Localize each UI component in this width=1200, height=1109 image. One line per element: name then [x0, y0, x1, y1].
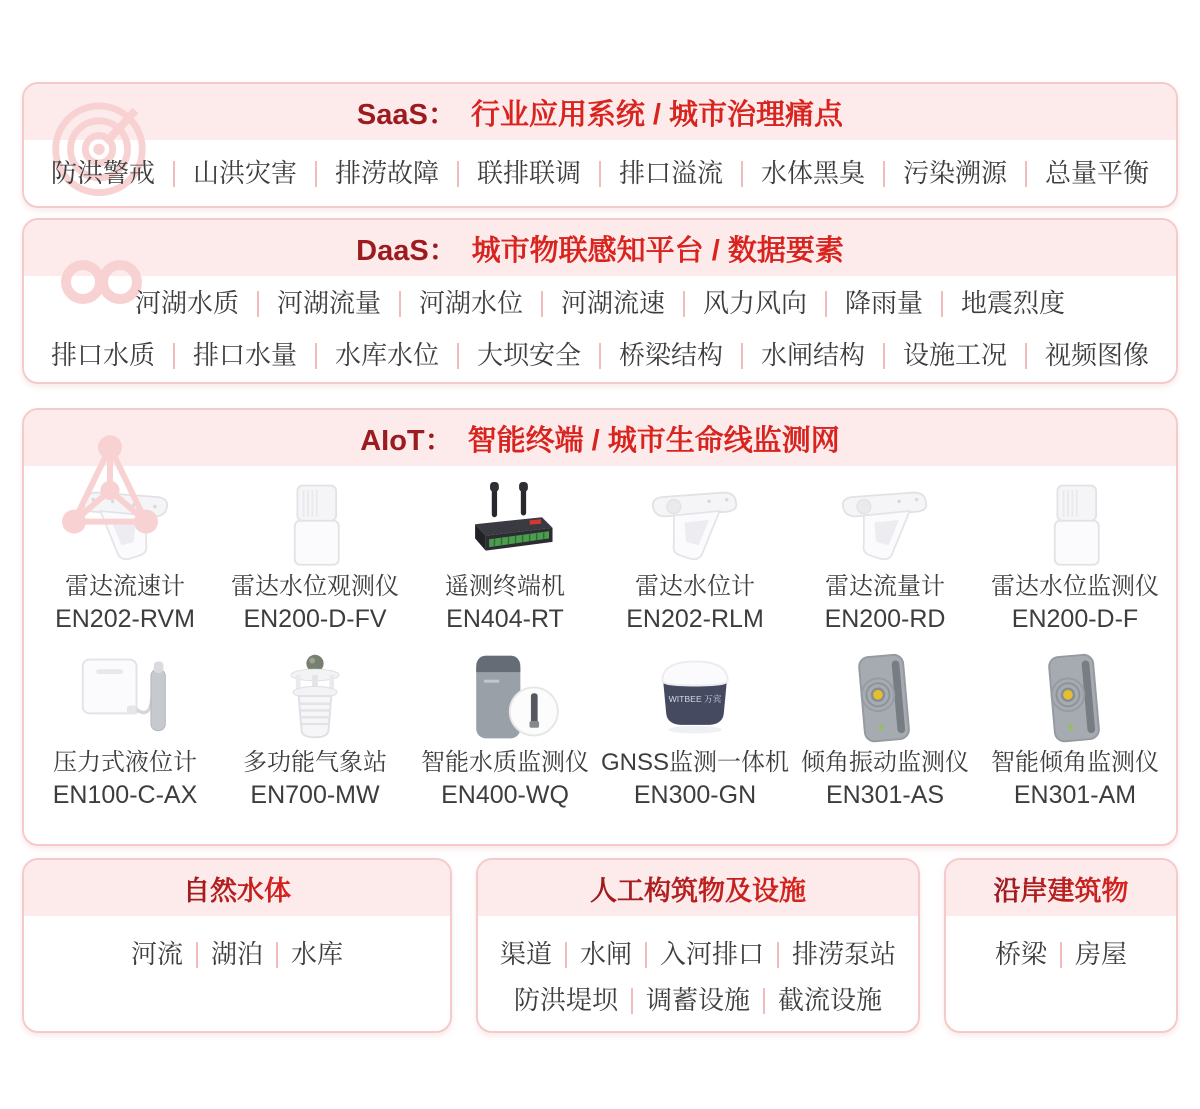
device-name: 智能水质监测仪: [421, 749, 589, 776]
device-badge: WITBEE 万宾: [668, 693, 722, 704]
coastal-buildings-panel: [944, 858, 1178, 1033]
list-item: 污染溯源: [884, 160, 1026, 187]
natural-water-panel: [22, 858, 452, 1033]
aiot-title-prefix: AIoT：: [360, 424, 454, 457]
device-model: EN400-WQ: [441, 781, 569, 809]
telemetry-terminal-icon: [425, 482, 585, 570]
device-card: [600, 482, 790, 636]
tilt-vibration-monitor-icon: [805, 650, 965, 746]
device-card: [220, 482, 410, 636]
pressure-level-gauge-icon: [45, 650, 205, 746]
device-card: [30, 482, 220, 636]
device-name: 压力式液位计: [53, 749, 197, 776]
list-item: 联排联调: [458, 160, 600, 187]
device-name: 雷达水位计: [635, 573, 755, 600]
coastal-buildings-items: [946, 932, 1176, 978]
list-item: 河湖流量: [258, 290, 400, 317]
device-model: EN100-C-AX: [52, 781, 198, 809]
list-item: 地震烈度: [961, 288, 1066, 319]
device-card: [600, 650, 790, 812]
device-name: 雷达流速计: [65, 573, 185, 600]
list-item: 河流: [117, 941, 197, 968]
device-model: EN200-D-F: [1011, 605, 1139, 633]
daas-items-row1: [24, 278, 1176, 330]
weather-station-icon: [235, 650, 395, 746]
device-name: 雷达水位观测仪: [231, 573, 399, 600]
saas-title: 行业应用系统 / 城市治理痛点: [470, 98, 844, 131]
device-grid: [24, 466, 1176, 818]
list-item: 防洪堤坝: [500, 987, 632, 1014]
list-item: 水体黑臭: [742, 160, 884, 187]
artificial-structures-header: [478, 860, 918, 916]
coastal-buildings-title: 沿岸建筑物: [994, 869, 1129, 908]
radar-velocimeter-icon: [45, 482, 205, 570]
device-name: 多功能气象站: [243, 749, 387, 776]
radar-flow-meter-icon: [805, 482, 965, 570]
water-quality-monitor-icon: [425, 650, 585, 746]
device-card: [790, 650, 980, 812]
daas-items-row2: [24, 330, 1176, 382]
device-name: 雷达流量计: [825, 573, 945, 600]
device-card: [30, 650, 220, 812]
device-card: [980, 482, 1170, 636]
device-name: 倾角振动监测仪: [801, 749, 969, 776]
device-model: EN202-RVM: [55, 605, 195, 633]
list-item: 河湖水质: [116, 290, 258, 317]
list-item: 水闸: [566, 941, 646, 968]
list-item: 排涝故障: [316, 160, 458, 187]
daas-title-prefix: DaaS：: [356, 234, 458, 267]
list-item: 降雨量: [826, 290, 942, 317]
saas-items: [24, 140, 1176, 208]
list-item: 山洪灾害: [174, 160, 316, 187]
list-item: 桥梁: [981, 941, 1061, 968]
list-item: 截流设施: [778, 985, 883, 1016]
device-model: EN200-D-FV: [243, 605, 387, 633]
list-item: 排口水量: [174, 342, 316, 369]
list-item: 排口溢流: [600, 160, 742, 187]
coastal-buildings-header: [946, 860, 1176, 916]
list-item: 河湖水位: [400, 290, 542, 317]
list-item: 风力风向: [684, 290, 826, 317]
natural-water-items: [24, 932, 450, 978]
device-model: EN301-AS: [825, 781, 945, 809]
list-item: 桥梁结构: [600, 342, 742, 369]
device-card: [790, 482, 980, 636]
daas-title: 城市物联感知平台 / 数据要素: [471, 234, 844, 267]
artificial-structures-title: 人工构筑物及设施: [590, 869, 806, 908]
list-item: 房屋: [1075, 939, 1128, 970]
radar-level-monitor-icon: [995, 482, 1155, 570]
smart-tilt-monitor-icon: [995, 650, 1155, 746]
daas-panel: [22, 218, 1178, 384]
list-item: 水闸结构: [742, 342, 884, 369]
list-item: 总量平衡: [1045, 158, 1150, 189]
bottom-row: [22, 858, 1178, 1033]
list-item: 水库: [291, 939, 344, 970]
device-model: EN301-AM: [1013, 781, 1137, 809]
device-name: 雷达水位监测仪: [991, 573, 1159, 600]
radar-level-observer-icon: [235, 482, 395, 570]
radar-level-meter-icon: [615, 482, 775, 570]
list-item: 视频图像: [1045, 340, 1150, 371]
artificial-structures-panel: [476, 858, 920, 1033]
list-item: 调蓄设施: [632, 987, 764, 1014]
natural-water-title: 自然水体: [183, 869, 291, 908]
artificial-structures-items-row2: [478, 978, 918, 1024]
device-card: [980, 650, 1170, 812]
saas-header: [24, 84, 1176, 140]
device-model: EN700-MW: [250, 781, 380, 809]
list-item: 大坝安全: [458, 342, 600, 369]
artificial-structures-items-row1: [478, 932, 918, 978]
gnss-monitor-icon: [615, 650, 775, 746]
device-card: [410, 482, 600, 636]
list-item: 防洪警戒: [32, 160, 174, 187]
list-item: 排口水质: [32, 342, 174, 369]
device-model: EN202-RLM: [626, 605, 764, 633]
list-item: 渠道: [486, 941, 566, 968]
list-item: 水库水位: [316, 342, 458, 369]
device-model: EN200-RD: [824, 605, 946, 633]
list-item: 湖泊: [197, 941, 277, 968]
device-card: [410, 650, 600, 812]
aiot-panel: [22, 408, 1178, 846]
daas-header: [24, 220, 1176, 276]
saas-panel: [22, 82, 1178, 208]
list-item: 河湖流速: [542, 290, 684, 317]
device-card: [220, 650, 410, 812]
natural-water-header: [24, 860, 450, 916]
list-item: 排涝泵站: [792, 939, 897, 970]
device-model: EN300-GN: [633, 781, 757, 809]
aiot-header: [24, 410, 1176, 466]
aiot-title: 智能终端 / 城市生命线监测网: [467, 424, 840, 457]
list-item: 设施工况: [884, 342, 1026, 369]
list-item: 入河排口: [646, 941, 778, 968]
saas-title-prefix: SaaS：: [356, 98, 457, 131]
device-name: 遥测终端机: [445, 573, 565, 600]
device-model: EN404-RT: [446, 605, 564, 633]
device-name: GNSS监测一体机: [600, 749, 789, 776]
device-name: 智能倾角监测仪: [991, 749, 1159, 776]
